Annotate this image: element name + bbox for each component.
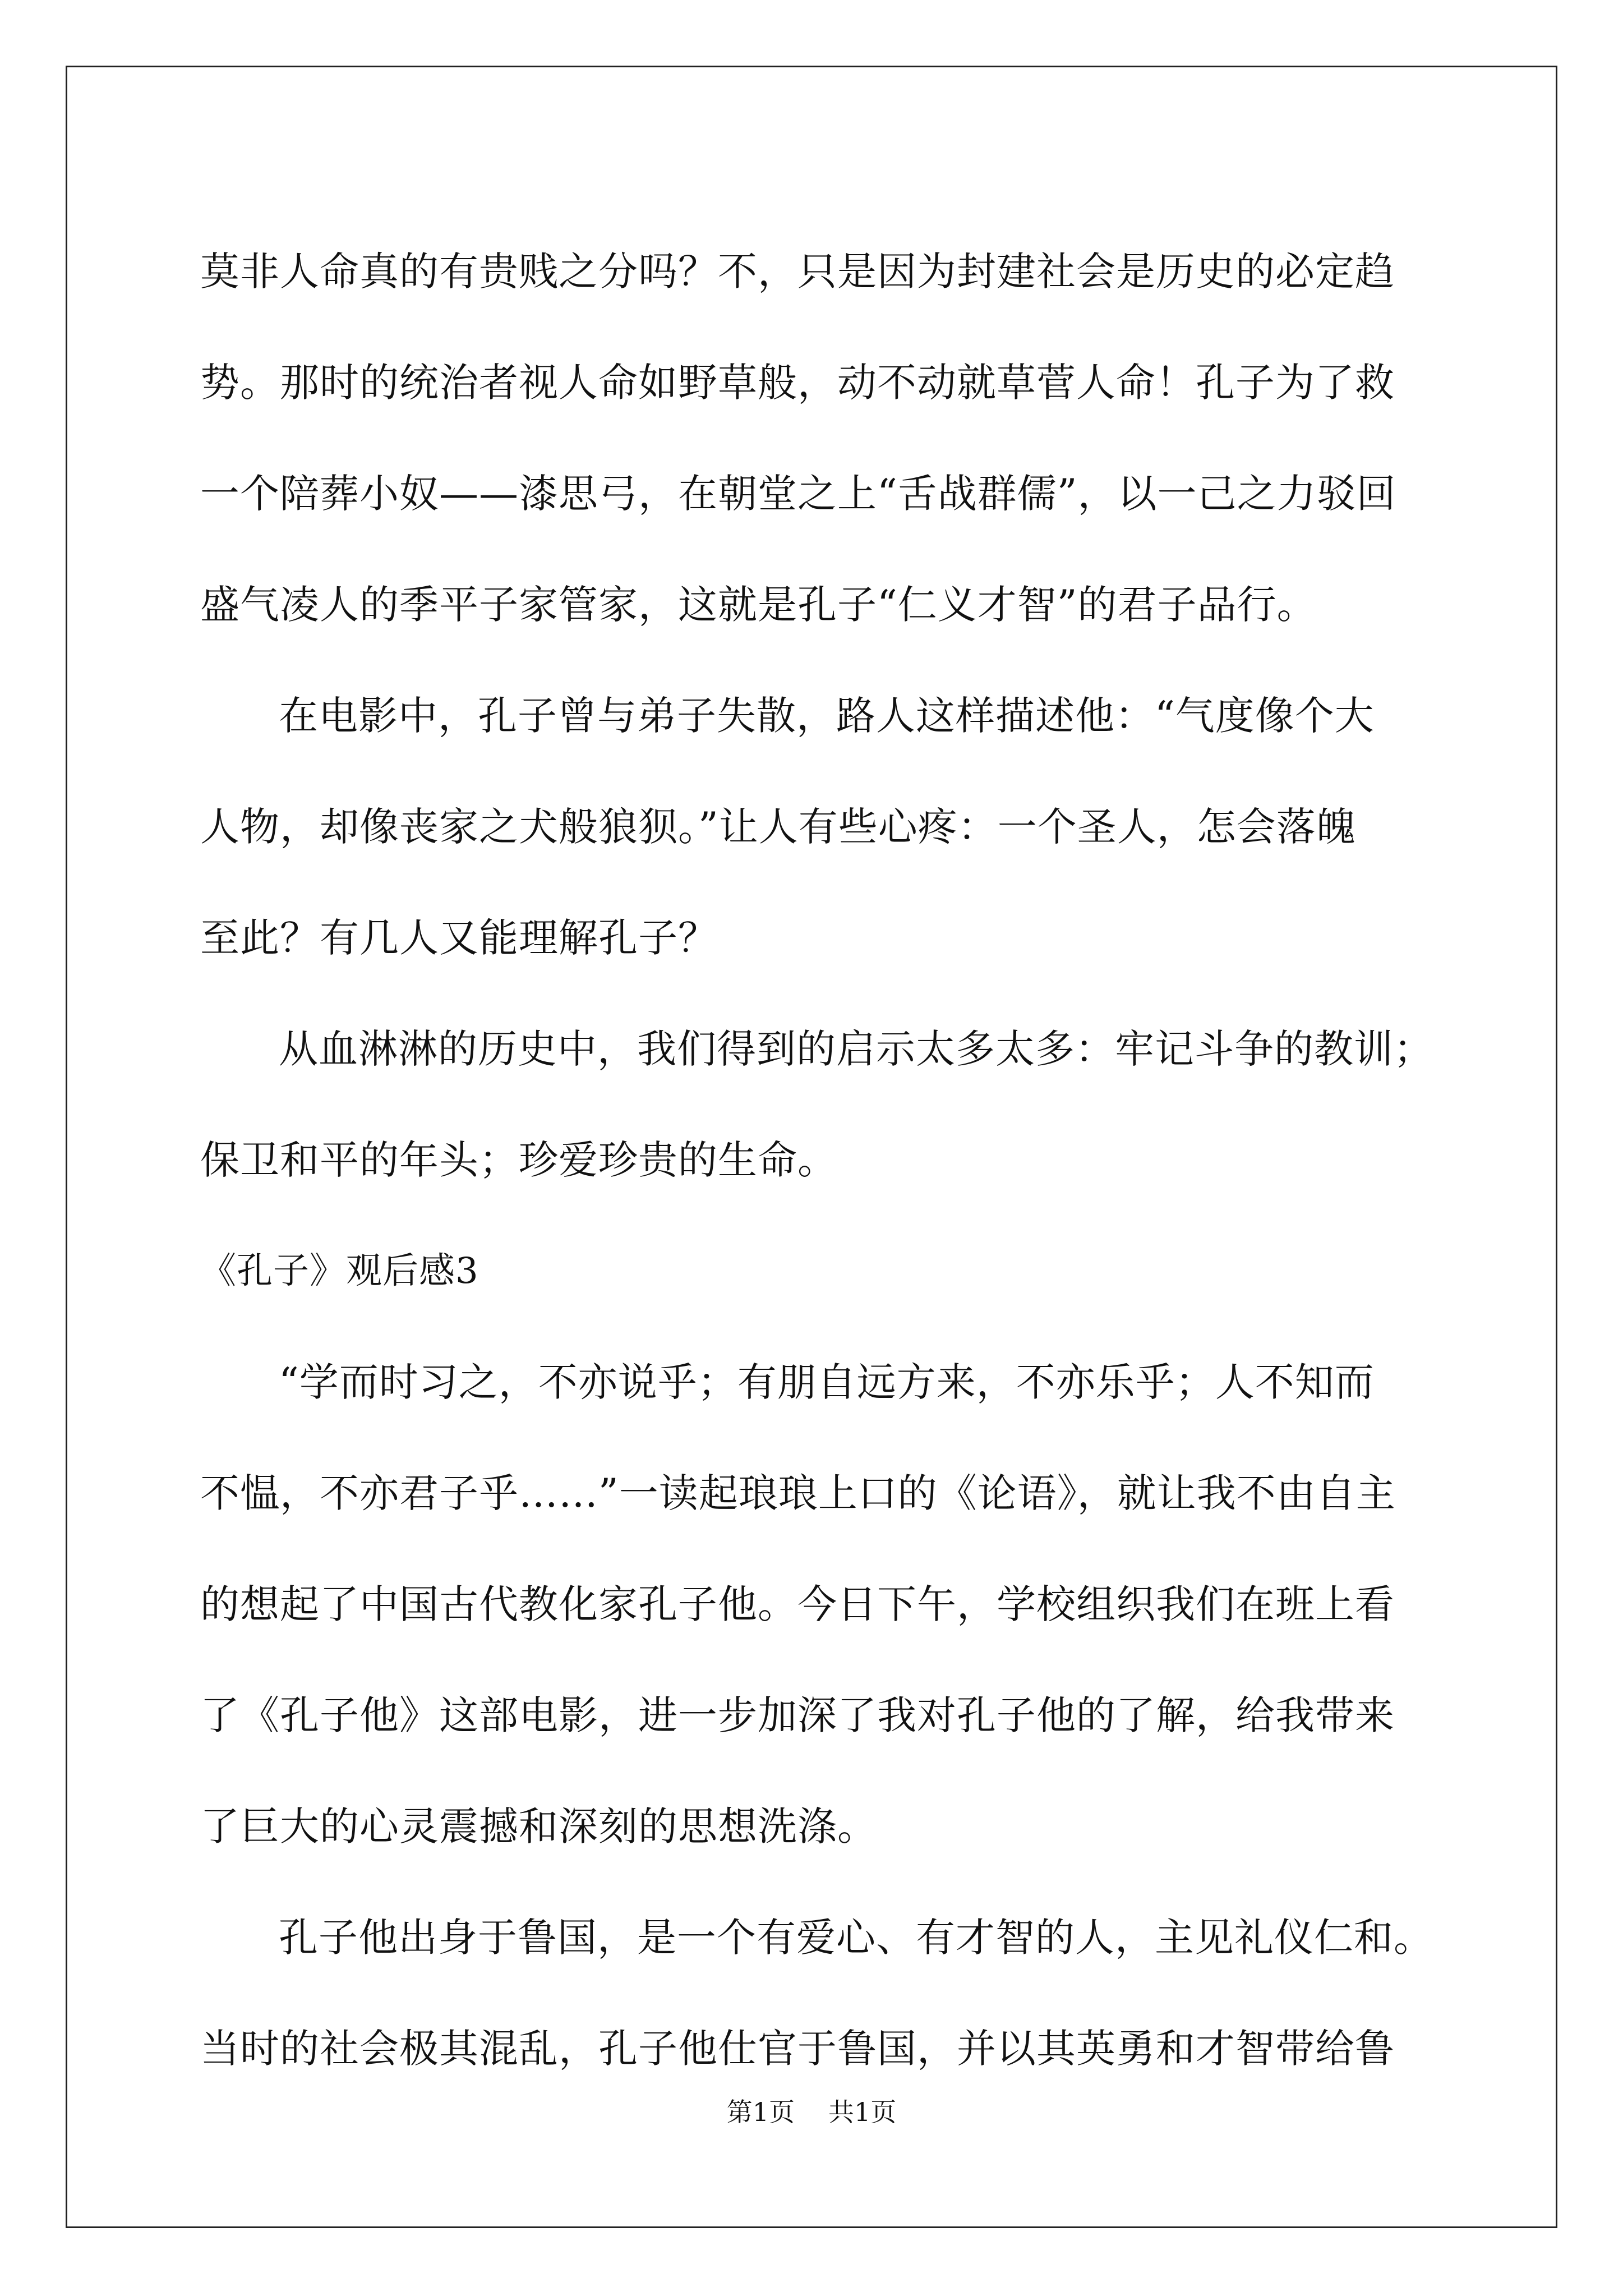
section-heading: 《孔子》观后感3 (200, 1250, 479, 1292)
text-line: 不愠，不亦君子乎……”一读起琅琅上口的《论语》，就让我不由自主 (200, 1470, 1396, 1516)
text-line: 在电影中，孔子曾与弟子失散，路人这样描述他：“气度像个大 (279, 693, 1375, 739)
page-number-current: 第1页 (726, 2097, 795, 2127)
text-line: 至此？有几人又能理解孔子？ (200, 915, 718, 961)
text-line: 盛气凌人的季平子家管家，这就是孔子“仁义才智”的君子品行。 (200, 582, 1317, 628)
document-body (200, 216, 1462, 2104)
text-line: “学而时习之，不亦说乎；有朋自远方来，不亦乐乎；人不知而 (279, 1359, 1375, 1405)
text-line: 了《孔子他》这部电影，进一步加深了我对孔子他的了解，给我带来 (200, 1692, 1395, 1738)
page-number-total: 共1页 (828, 2097, 897, 2127)
page-footer (0, 2095, 1623, 2129)
text-line: 莫非人命真的有贵贱之分吗？不，只是因为封建社会是历史的必定趋 (200, 249, 1395, 295)
text-line: 当时的社会极其混乱，孔子他仕官于鲁国，并以其英勇和才智带给鲁 (200, 2026, 1395, 2072)
text-line: 从血淋淋的历史中，我们得到的启示太多太多：牢记斗争的教训； (279, 1026, 1433, 1072)
text-line: 人物，却像丧家之犬般狼狈。”让人有些心疼：一个圣人，怎会落魄 (200, 804, 1356, 850)
text-line: 的想起了中国古代教化家孔子他。今日下午，学校组织我们在班上看 (200, 1581, 1395, 1627)
text-line: 了巨大的心灵震撼和深刻的思想洗涤。 (200, 1803, 877, 1849)
text-line: 一个陪葬小奴——漆思弓，在朝堂之上“舌战群儒”，以一己之力驳回 (200, 471, 1396, 517)
text-line: 孔子他出身于鲁国，是一个有爱心、有才智的人，主见礼仪仁和。 (279, 1915, 1433, 1961)
text-line: 保卫和平的年头；珍爱珍贵的生命。 (200, 1137, 837, 1183)
text-line: 势。那时的统治者视人命如野草般，动不动就草菅人命！孔子为了救 (200, 360, 1395, 406)
